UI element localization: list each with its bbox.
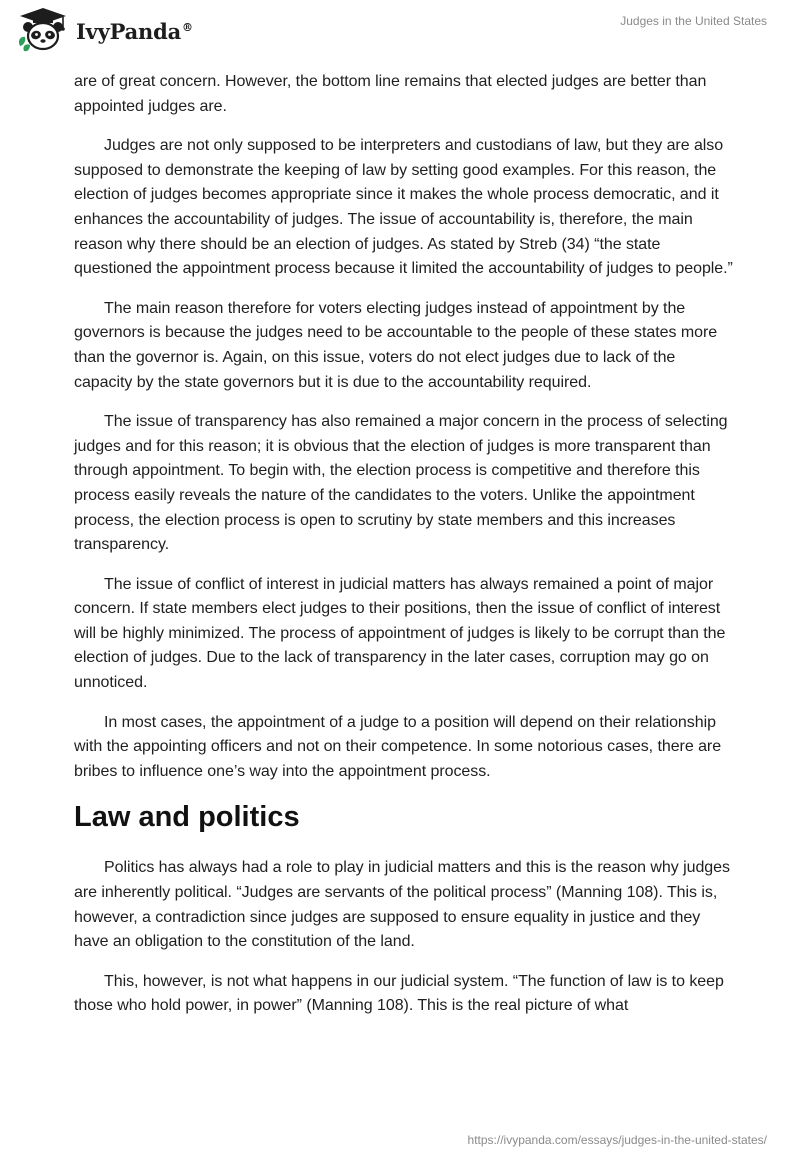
paragraph-voters-governors: The main reason therefore for voters electing judges instead of appointment by the governors is because the judges need to be accountable to the people of these states more than the governor is. Again, on this issue, voters do not elect judges due to lack of the capacity by the state governors but it is due to the accountability required. [74,299,718,391]
essay-body [74,70,734,1034]
panda-graduate-icon [16,6,70,54]
running-title: Judges in the United States [620,14,767,28]
footer-source-url[interactable]: https://ivypanda.com/essays/judges-in-the-united-states/ [467,1133,767,1147]
logo-wordmark-text: IvyPanda [76,18,182,44]
paragraph-conflict-of-interest: The issue of conflict of interest in judicial matters has always remained a point of major concern. If state members elect judges to their positions, then the issue of conflict of interest will be highly minimized. The process of appointment of judges is likely to be corrupt than the election of judges. Due to the lack of transparency in the later cases, corruption may go on unnoticed. [74,575,726,692]
paragraph-transparency: The issue of transparency has also remained a major concern in the process of selecting judges and for this reason; it is obvious that the election of judges is more transparent than through appointment. To begin with, the election process is competitive and therefore this process easily reveals the nature of the candidates to the voters. Unlike the appointment process, the election process is open to scrutiny by state members and this increases transparency. [74,413,728,554]
ivypanda-logo[interactable] [16,6,193,54]
registered-mark: ® [182,20,193,34]
paragraph-accountability: Judges are not only supposed to be interpreters and custodians of law, but they are also supposed to demonstrate the keeping of law by setting good examples. For this reason, the election of judges becomes appropriate since it makes the whole process democratic, and it enhances the accountability of judges. The issue of accountability is, therefore, the main reason why there should be an election of judges. As stated by Streb (34) “the state questioned the appointment process because it limited the accountability of judges to people.” [74,137,733,278]
paragraph-judicial-system: This, however, is not what happens in our judicial system. “The function of law is to keep those who hold power, in power” (Manning 108). This is the real picture of what [74,972,724,1015]
paragraph-continued: are of great concern. However, the bottom line remains that elected judges are better than appointed judges are. [74,73,707,115]
paragraph-politics-role: Politics has always had a role to play in judicial matters and this is the reason why judges are inherently political. “Judges are servants of the political process” (Manning 108). This is, however, a contradiction since judges are supposed to ensure equality in justice and they have an obligation to the constitution of the land. [74,859,730,951]
logo-wordmark [76,19,193,44]
page-header [0,0,800,66]
paragraph-appointment-relationship: In most cases, the appointment of a judge to a position will depend on their relationship with the appointing officers and not on their competence. In some notorious cases, there are bribes to influence one’s way into the appointment process. [74,713,722,780]
section-heading-law-and-politics: Law and politics [74,801,300,834]
